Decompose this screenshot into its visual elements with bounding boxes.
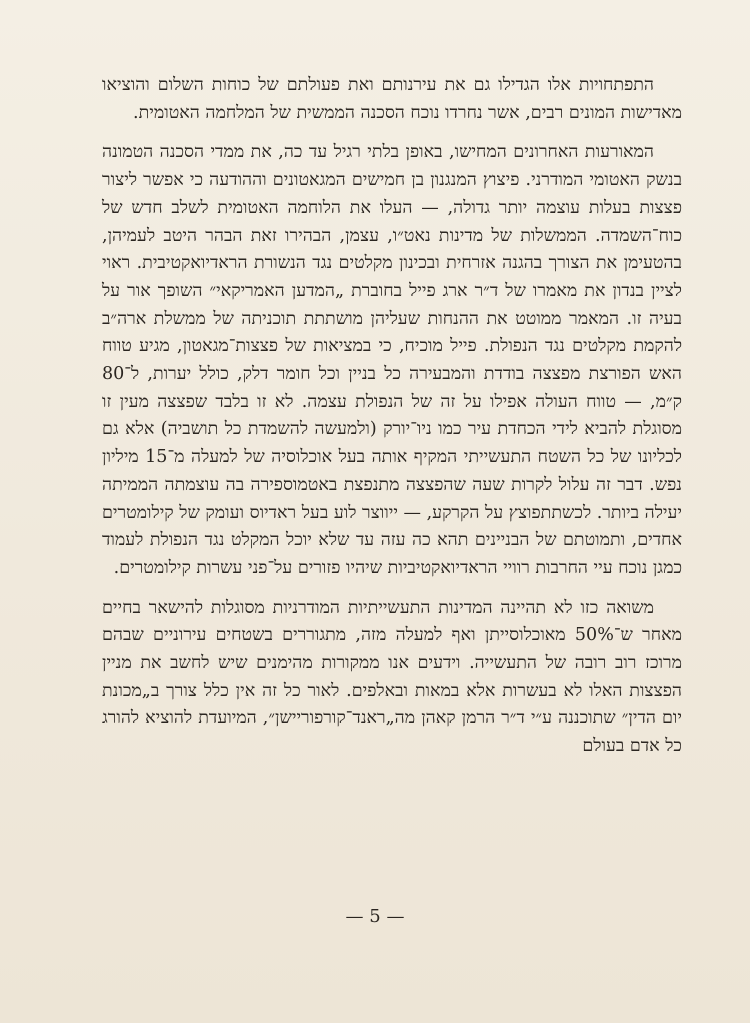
paragraph-1: התפתחויות אלו הגדילו גם את עירנותם ואת פעולתם של כוחות השלום והוציאו מאדישות המונים רבים, אשר נחרדו נוכח הסכנה הממשית של המלחמה האטומית. — [102, 75, 682, 123]
paragraph-2: המאורעות האחרונים המחישו, באופן בלתי רגיל עד כה, את ממדי הסכנה הטמונה בנשק האטומי המודרני. פיצוץ המנגנון בן חמישים המגאטונים וההודעה כי אפשר ליצור פצצות בעלות עוצמה יותר גדולה, — העלו את הלוחמה האטומית לשלב חדש של כוח־השמדה. הממשלות של מדינות נאט״ו, עצמן, הבהירו זאת הבהר היטב לעמיהן, בהטעימן את הצורך בהגנה אזרחית ובכינון מקלטים נגד הנשורת הראדיואקטיבית. ראוי לציין בנדון את מאמרו של ד״ר ארג פייל בחוברת „המדען האמריקאי״ השופך אור על בעיה זו. המאמר ממוטט את ההנחות שעליהן מושתתת תוכניתה של ממשלת ארה״ב להקמת מקלטים נגד הנפולת. פייל מוכיח, כי במציאות של פצצות־מגאטון, מגיע טווח האש הפורצת מפצצה בודדת והמבעירה כל בניין וכל חומר דלק, כולל יערות, ל־80 ק״מ, — טווח העולה אפילו על זה של הנפולת עצמה. לא זו בלבד שפצצה מעין זו מסוגלת להביא לידי הכחדת עיר כמו ניו־יורק (ולמעשה להשמדת כל תושביה) אלא גם לכליונו של כל השטח התעשייתי המקיף אותה בעל אוכלוסיה של למעלה מ־15 מיליון נפש. דבר זה עלול לקרות שעה שהפצצה מתנפצת באטמוספירה בה עוצמתה הממיתה יעילה ביותר. לכשתתפוצץ על הקרקע, — ייווצר לוע בעל ראדיוס ועומק של קילומטרים אחדים, ותמוטתם של הבניינים תהא כה עזה עד שלא יוכל המקלט נגד הנפולת לעמוד כמגן נוכח עיי החרבות רוויי הראדיואקטיביות שיהיו פזורים על־פני עשרות קילומטרים. — [102, 142, 682, 578]
page-number: — 5 — — [345, 906, 405, 927]
body-text — [102, 72, 682, 761]
paragraph-3: משואה כזו לא תהיינה המדינות התעשייתיות המודרניות מסוגלות להישאר בחיים מאחר ש־50% מאוכלוסייתן ואף למעלה מזה, מתגוררים בשטחים עירוניים שבהם מרוכז רוב רובה של התעשייה. וידעים אנו ממקורות מהימנים שיש לחשב את מניין הפצצות האלו לא בעשרות אלא במאות ובאלפים. לאור כל זה אין כלל צורך ב„מכונת יום הדין״ שתוכננה ע״י ד״ר הרמן קאהן מה„ראנד־קורפוריישן״, המיועדת להוציא להורג כל אדם בעולם — [102, 597, 682, 757]
